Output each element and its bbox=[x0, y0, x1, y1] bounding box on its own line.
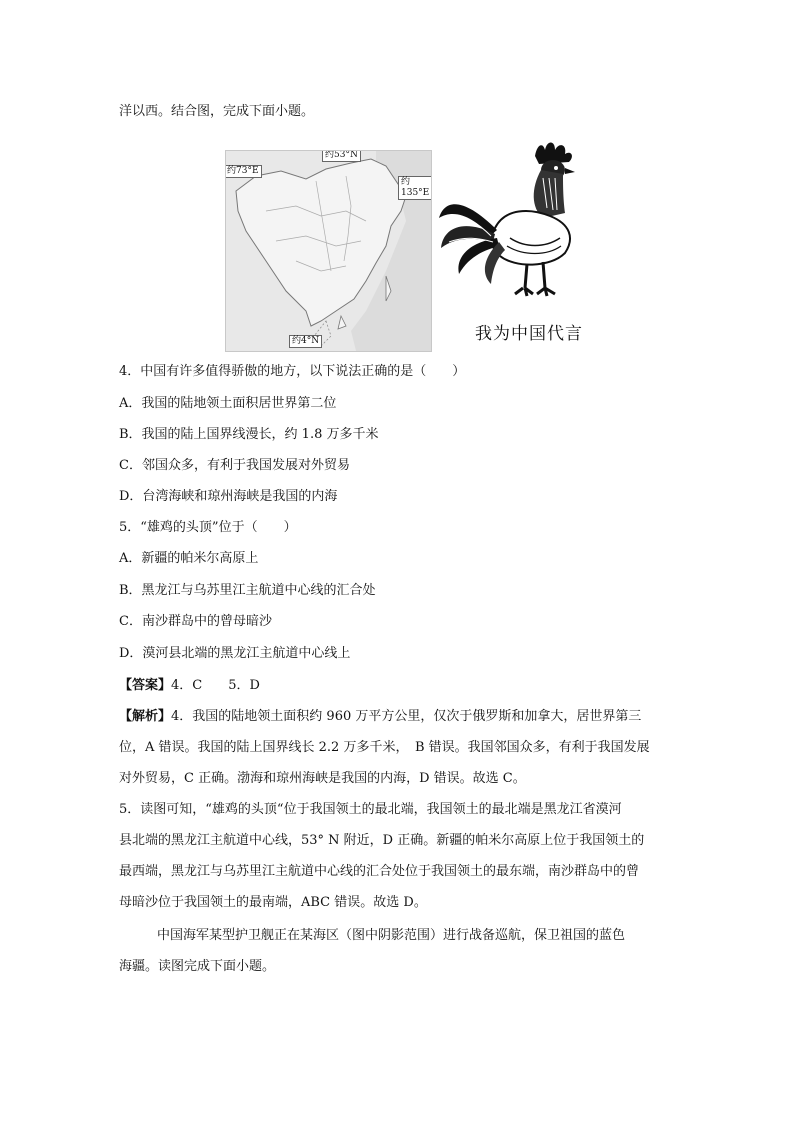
map-label-south: 约4°N bbox=[289, 335, 322, 348]
q4-option-b: B．我国的陆上国界线漫长，约 1.8 万多千米 bbox=[119, 427, 379, 442]
analysis-line-3: 对外贸易，C 正确。渤海和琼州海峡是我国的内海，D 错误。故选 C。 bbox=[119, 771, 526, 786]
analysis-text-1: 4．我国的陆地领土面积约 960 万平方公里，仅次于俄罗斯和加拿大，居世界第三 bbox=[171, 709, 642, 724]
china-map bbox=[225, 150, 432, 352]
analysis-line-6: 最西端，黑龙江与乌苏里江主航道中心线的汇合处位于我国领土的最东端，南沙群岛中的曾 bbox=[119, 864, 640, 879]
map-label-north: 约53°N bbox=[322, 150, 361, 162]
analysis-line-4: 5．读图可知，“雄鸡的头顶“位于我国领土的最北端，我国领土的最北端是黑龙江省漠河 bbox=[119, 802, 622, 817]
analysis-line-1 bbox=[119, 709, 641, 725]
analysis-label: 【解析】 bbox=[119, 709, 172, 724]
q4-option-c: C．邻国众多，有利于我国发展对外贸易 bbox=[119, 458, 350, 473]
next-passage-line-2: 海疆。读图完成下面小题。 bbox=[119, 959, 276, 974]
answer-label: 【答案】 bbox=[119, 678, 172, 693]
q5-stem: 5．“雄鸡的头顶”位于（ ） bbox=[119, 520, 297, 535]
q5-option-d: D．漠河县北端的黑龙江主航道中心线上 bbox=[119, 646, 351, 661]
map-label-west: 约73°E bbox=[225, 165, 262, 178]
figure-caption: 我为中国代言 bbox=[475, 324, 583, 344]
answer-line bbox=[119, 678, 260, 694]
analysis-line-7: 母暗沙位于我国领土的最南端，ABC 错误。故选 D。 bbox=[119, 895, 427, 910]
question-figure bbox=[200, 138, 620, 358]
analysis-line-5: 县北端的黑龙江主航道中心线，53° N 附近，D 正确。新疆的帕米尔高原上位于我国领土的 bbox=[119, 833, 645, 848]
intro-text: 洋以西。结合图，完成下面小题。 bbox=[119, 104, 315, 119]
q4-option-a: A．我国的陆地领土面积居世界第二位 bbox=[119, 396, 337, 411]
rooster-illustration bbox=[435, 138, 620, 308]
answer-text: 4．C 5．D bbox=[171, 678, 260, 693]
q5-option-a: A．新疆的帕米尔高原上 bbox=[119, 551, 259, 566]
q4-option-d: D．台湾海峡和琼州海峡是我国的内海 bbox=[119, 489, 338, 504]
map-label-east: 约135°E bbox=[398, 176, 432, 200]
q5-option-c: C．南沙群岛中的曾母暗沙 bbox=[119, 614, 272, 629]
next-passage-line-1: 中国海军某型护卫舰正在某海区（图中阴影范围）进行战备巡航，保卫祖国的蓝色 bbox=[157, 928, 626, 943]
analysis-line-2: 位，A 错误。我国的陆上国界线长 2.2 万多千米， B 错误。我国邻国众多，有利于我国发展 bbox=[119, 740, 650, 755]
q4-stem: 4．中国有许多值得骄傲的地方，以下说法正确的是（ ） bbox=[119, 364, 466, 379]
rooster-icon bbox=[435, 138, 620, 308]
q5-option-b: B．黑龙江与乌苏里江主航道中心线的汇合处 bbox=[119, 583, 376, 598]
